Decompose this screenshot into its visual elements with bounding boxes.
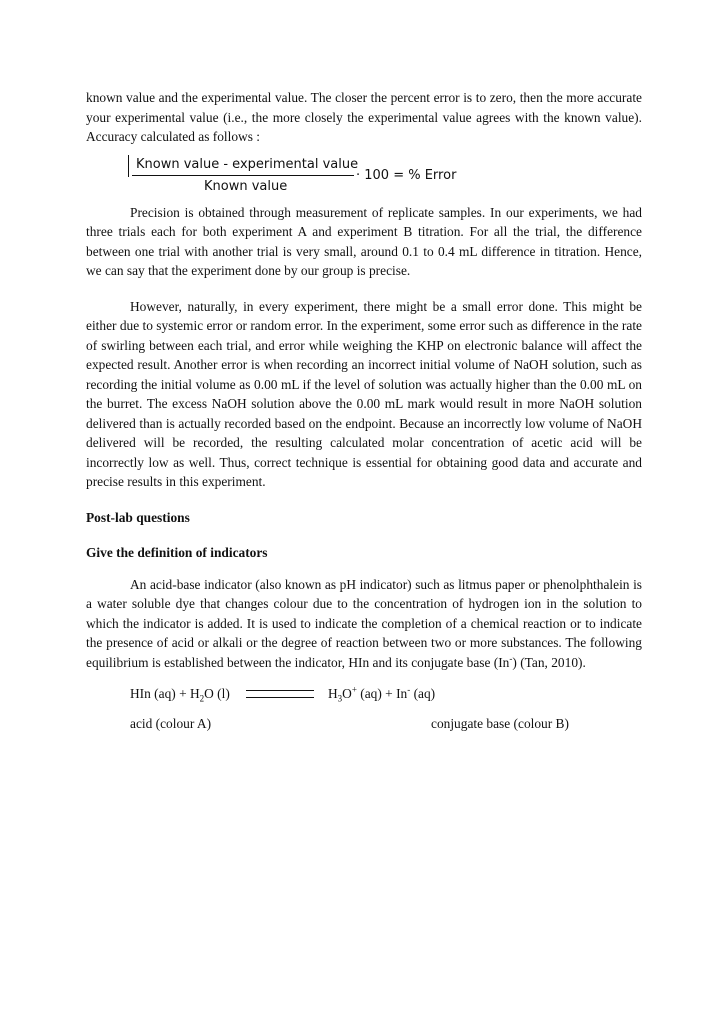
fraction-bar	[132, 175, 354, 176]
equilibrium-equation	[130, 684, 642, 706]
indicators-text-end: ) (Tan, 2010).	[512, 654, 586, 670]
percent-error-formula	[86, 155, 642, 199]
equilibrium-arrows	[246, 690, 314, 698]
formula-bracket	[128, 155, 129, 177]
paragraph-precision: Precision is obtained through measurement of replicate samples. In our experiments, we had three trials each for both experiment A and experiment B titration. For all the trial, the difference between one trial with another trial is very small, around 0.1 to 0.4 mL difference in titration. Hence, we can say that the experiment done by our group is precise.	[86, 204, 642, 278]
formula-numerator: Known value - experimental value	[136, 156, 359, 172]
indicators-text: An acid-base indicator (also known as pH indicator) such as litmus paper or phenolphthalein is a water soluble dye that changes colour due to the concentration of hydrogen ion in the solution to which the indicator is added. It is used to indicate the completion of a chemical reaction or to indicate the presence of acid or alkali or the degree of reaction between two or more substances. The following equilibrium is established between the indicator, HIn and its conjugate base (In	[86, 576, 642, 670]
indicators-sup: -	[509, 653, 513, 664]
document-page	[86, 88, 642, 736]
paragraph-errors: However, naturally, in every experiment, there might be a small error done. This might be either due to systemic error or random error. In the experiment, some error such as difference in the rate of swirling between each trial, and error while weighing the KHP on electronic balance will affect the expected result. Another error is when recording an incorrect initial volume of NaOH solution, such as recording the initial volume as 0.00 mL if the level of solution was actually higher than the 0.00 mL on the burret. The excess NaOH solution above the 0.00 mL mark would result in more NaOH solution delivered than is actually recorded based on the endpoint. Because an incorrectly low volume of NaOH delivered will be recorded, the resulting calculated molar concentration of acetic acid will be incorrectly low as well. Thus, correct technique is essential for obtaining good data and accurate and precise results in this experiment.	[86, 298, 642, 489]
heading-definition: Give the definition of indicators	[86, 545, 268, 560]
label-conjugate-base: conjugate base (colour B)	[431, 716, 569, 731]
paragraph-indicators	[86, 575, 642, 673]
label-acid: acid (colour A)	[130, 716, 212, 731]
equation-lhs: HIn $(aq) + H_2O$ (l)	[130, 686, 230, 704]
formula-denominator: Known value	[204, 178, 288, 194]
equation-labels	[130, 714, 642, 736]
formula-result: · 100 = % Error	[356, 167, 457, 183]
paragraph-accuracy: known value and the experimental value. The closer the percent error is to zero, then the more accurate your experimental value (i.e., the more closely the experimental value agrees with the known value). Accuracy calculated as follows :	[86, 90, 642, 144]
heading-postlab: Post-lab questions	[86, 509, 190, 525]
equation-rhs: $H_3O^+$ (aq) + In- (aq)	[328, 684, 436, 704]
